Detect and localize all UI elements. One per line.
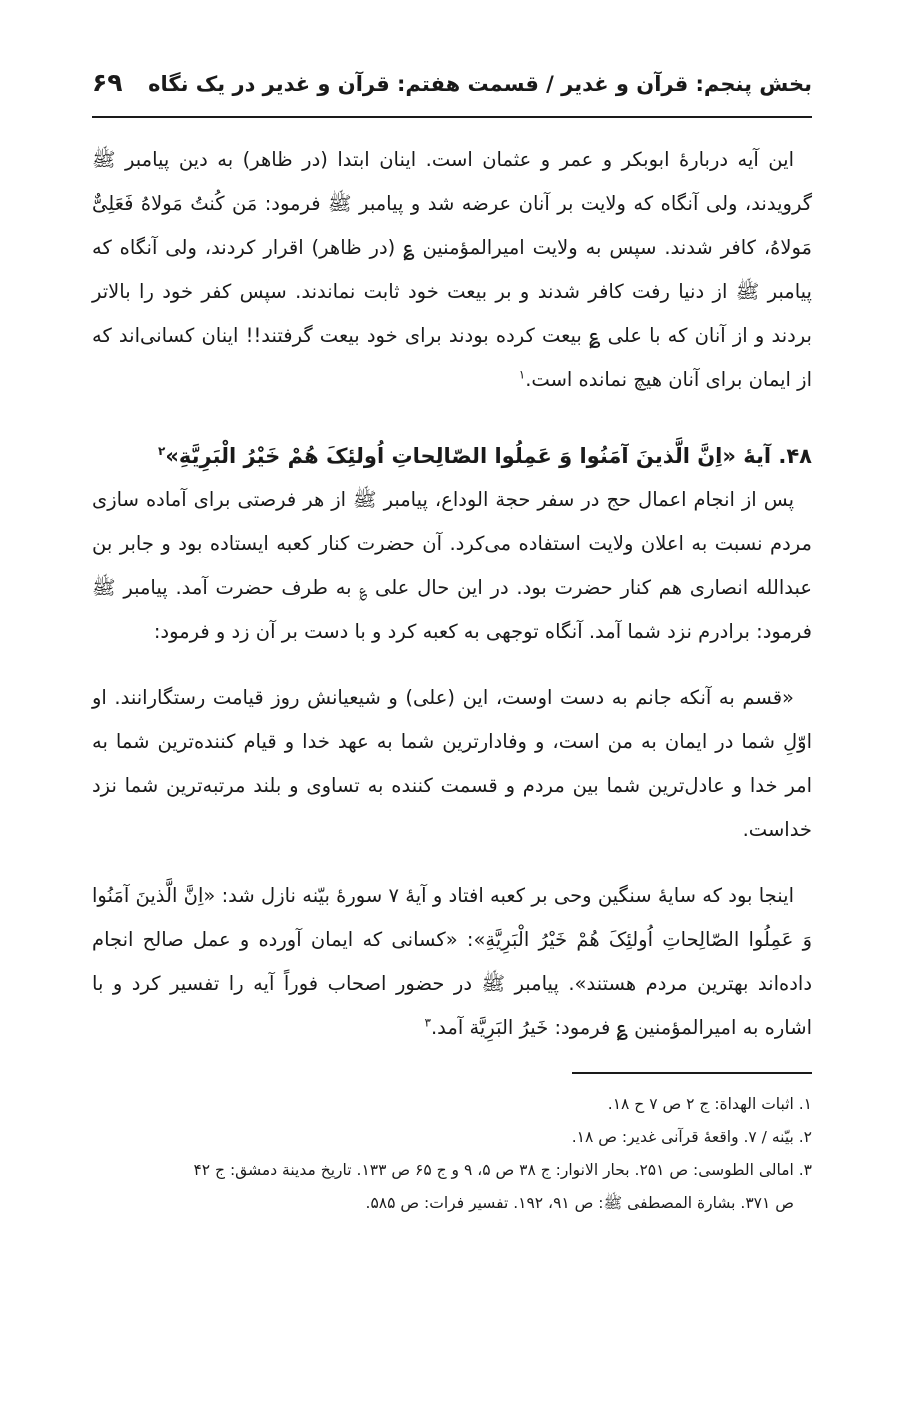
footnotes <box>92 1088 812 1220</box>
footnote-ref-1: ۱ <box>518 367 526 382</box>
section-heading-text: ۴۸. آیهٔ «اِنَّ الَّذینَ آمَنُوا وَ عَمِلُوا الصّالِحاتِ اُولئِکَ هُمْ خَیْرُ الْبَرِیَّةِ» <box>165 444 812 468</box>
paragraph-4-text: اینجا بود که سایهٔ سنگین وحی بر کعبه افتاد و آیهٔ ۷ سورهٔ بیّنه نازل شد: «اِنَّ الَّذینَ آمَنُوا وَ عَمِلُوا الصّالِحاتِ اُولئِکَ هُمْ خَیْرُ الْبَرِیَّةِ»: «کسانی که ایمان آورده و عمل صالح انجام داده‌اند بهترین مردم هستند». پیامبر ﷺ در حضور اصحاب فوراً آیه را تفسیر کرد و با اشاره به امیرالمؤمنین ؏ فرمود: خَیرُ البَرِیَّة آمد. <box>92 884 812 1039</box>
footnote-3-line-1: ۳. امالی الطوسی: ص ۲۵۱. بحار الانوار: ج ۳۸ ص ۵، ۹ و ج ۶۵ ص ۱۳۳. تاریخ مدینة دمشق: ج ۴۲ <box>193 1161 812 1179</box>
footnote-3-line-2: ص ۳۷۱. بشارة المصطفی ﷺ: ص ۹۱، ۱۹۲. تفسیر فرات: ص ۵۸۵. <box>365 1194 794 1212</box>
paragraph-2-text: پس از انجام اعمال حج در سفر حجة الوداع، پیامبر ﷺ از هر فرصتی برای آماده سازی مردم نسبت به اعلان ولایت استفاده می‌کرد. آن حضرت کنار کعبه ایستاده بود و جابر بن عبدالله انصاری هم کنار حضرت بود. در این حال علی ؏ به طرف حضرت آمد. پیامبر ﷺ فرمود: برادرم نزد شما آمد. آنگاه توجهی به کعبه کرد و با دست بر آن زد و فرمود: <box>92 488 812 643</box>
footnote-2: ۲. بیّنه / ۷. واقعهٔ قرآنی غدیر: ص ۱۸. <box>571 1128 812 1146</box>
footnote-1: ۱. اثبات الهداة: ج ۲ ص ۷ ح ۱۸. <box>607 1095 812 1113</box>
paragraph-1 <box>92 138 812 402</box>
main-text <box>92 138 812 1050</box>
page-header <box>92 62 812 118</box>
paragraph-1-text: این آیه دربارهٔ ابوبکر و عمر و عثمان است. اینان ابتدا (در ظاهر) به دین پیامبر ﷺ گرویدند، ولی آنگاه که ولایت بر آنان عرضه شد و پیامبر ﷺ فرمود: مَن کُنتُ مَولاهُ فَعَلِیٌّ مَولاهُ، کافر شدند. سپس به ولایت امیرالمؤمنین ؏ (در ظاهر) اقرار کردند، ولی آنگاه که پیامبر ﷺ از دنیا رفت کافر شدند و بر بیعت خود ثابت نماندند. سپس کفر خود را بالاتر بردند و از آنان که با علی ؏ بیعت کرده بودند برای خود بیعت گرفتند!! اینان کسانی‌اند که از ایمان برای آنان هیچ نمانده است. <box>92 148 812 391</box>
section-heading <box>92 434 812 478</box>
paragraph-3 <box>92 676 812 852</box>
paragraph-4 <box>92 874 812 1050</box>
running-title: بخش پنجم: قرآن و غدیر / قسمت هفتم: قرآن و غدیر در یک نگاه <box>148 72 812 96</box>
paragraph-3-text: «قسم به آنکه جانم به دست اوست، این (علی) و شیعیانش روز قیامت رستگارانند. او اوّلِ شما در ایمان به من است، و وفادارترین شما به عهد خدا و قیام کننده‌ترین شما به امر خدا و عادل‌ترین شما بین مردم و قسمت کننده به تساوی و بلند مرتبه‌ترین شما نزد خداست. <box>92 686 812 841</box>
footnote-ref-2: ۲ <box>157 444 166 458</box>
footnote-divider <box>572 1072 812 1074</box>
footnote-3 <box>92 1154 812 1220</box>
page-number: ۶۹ <box>92 68 123 97</box>
footnote-ref-3: ۳ <box>424 1015 431 1030</box>
paragraph-2 <box>92 478 812 654</box>
